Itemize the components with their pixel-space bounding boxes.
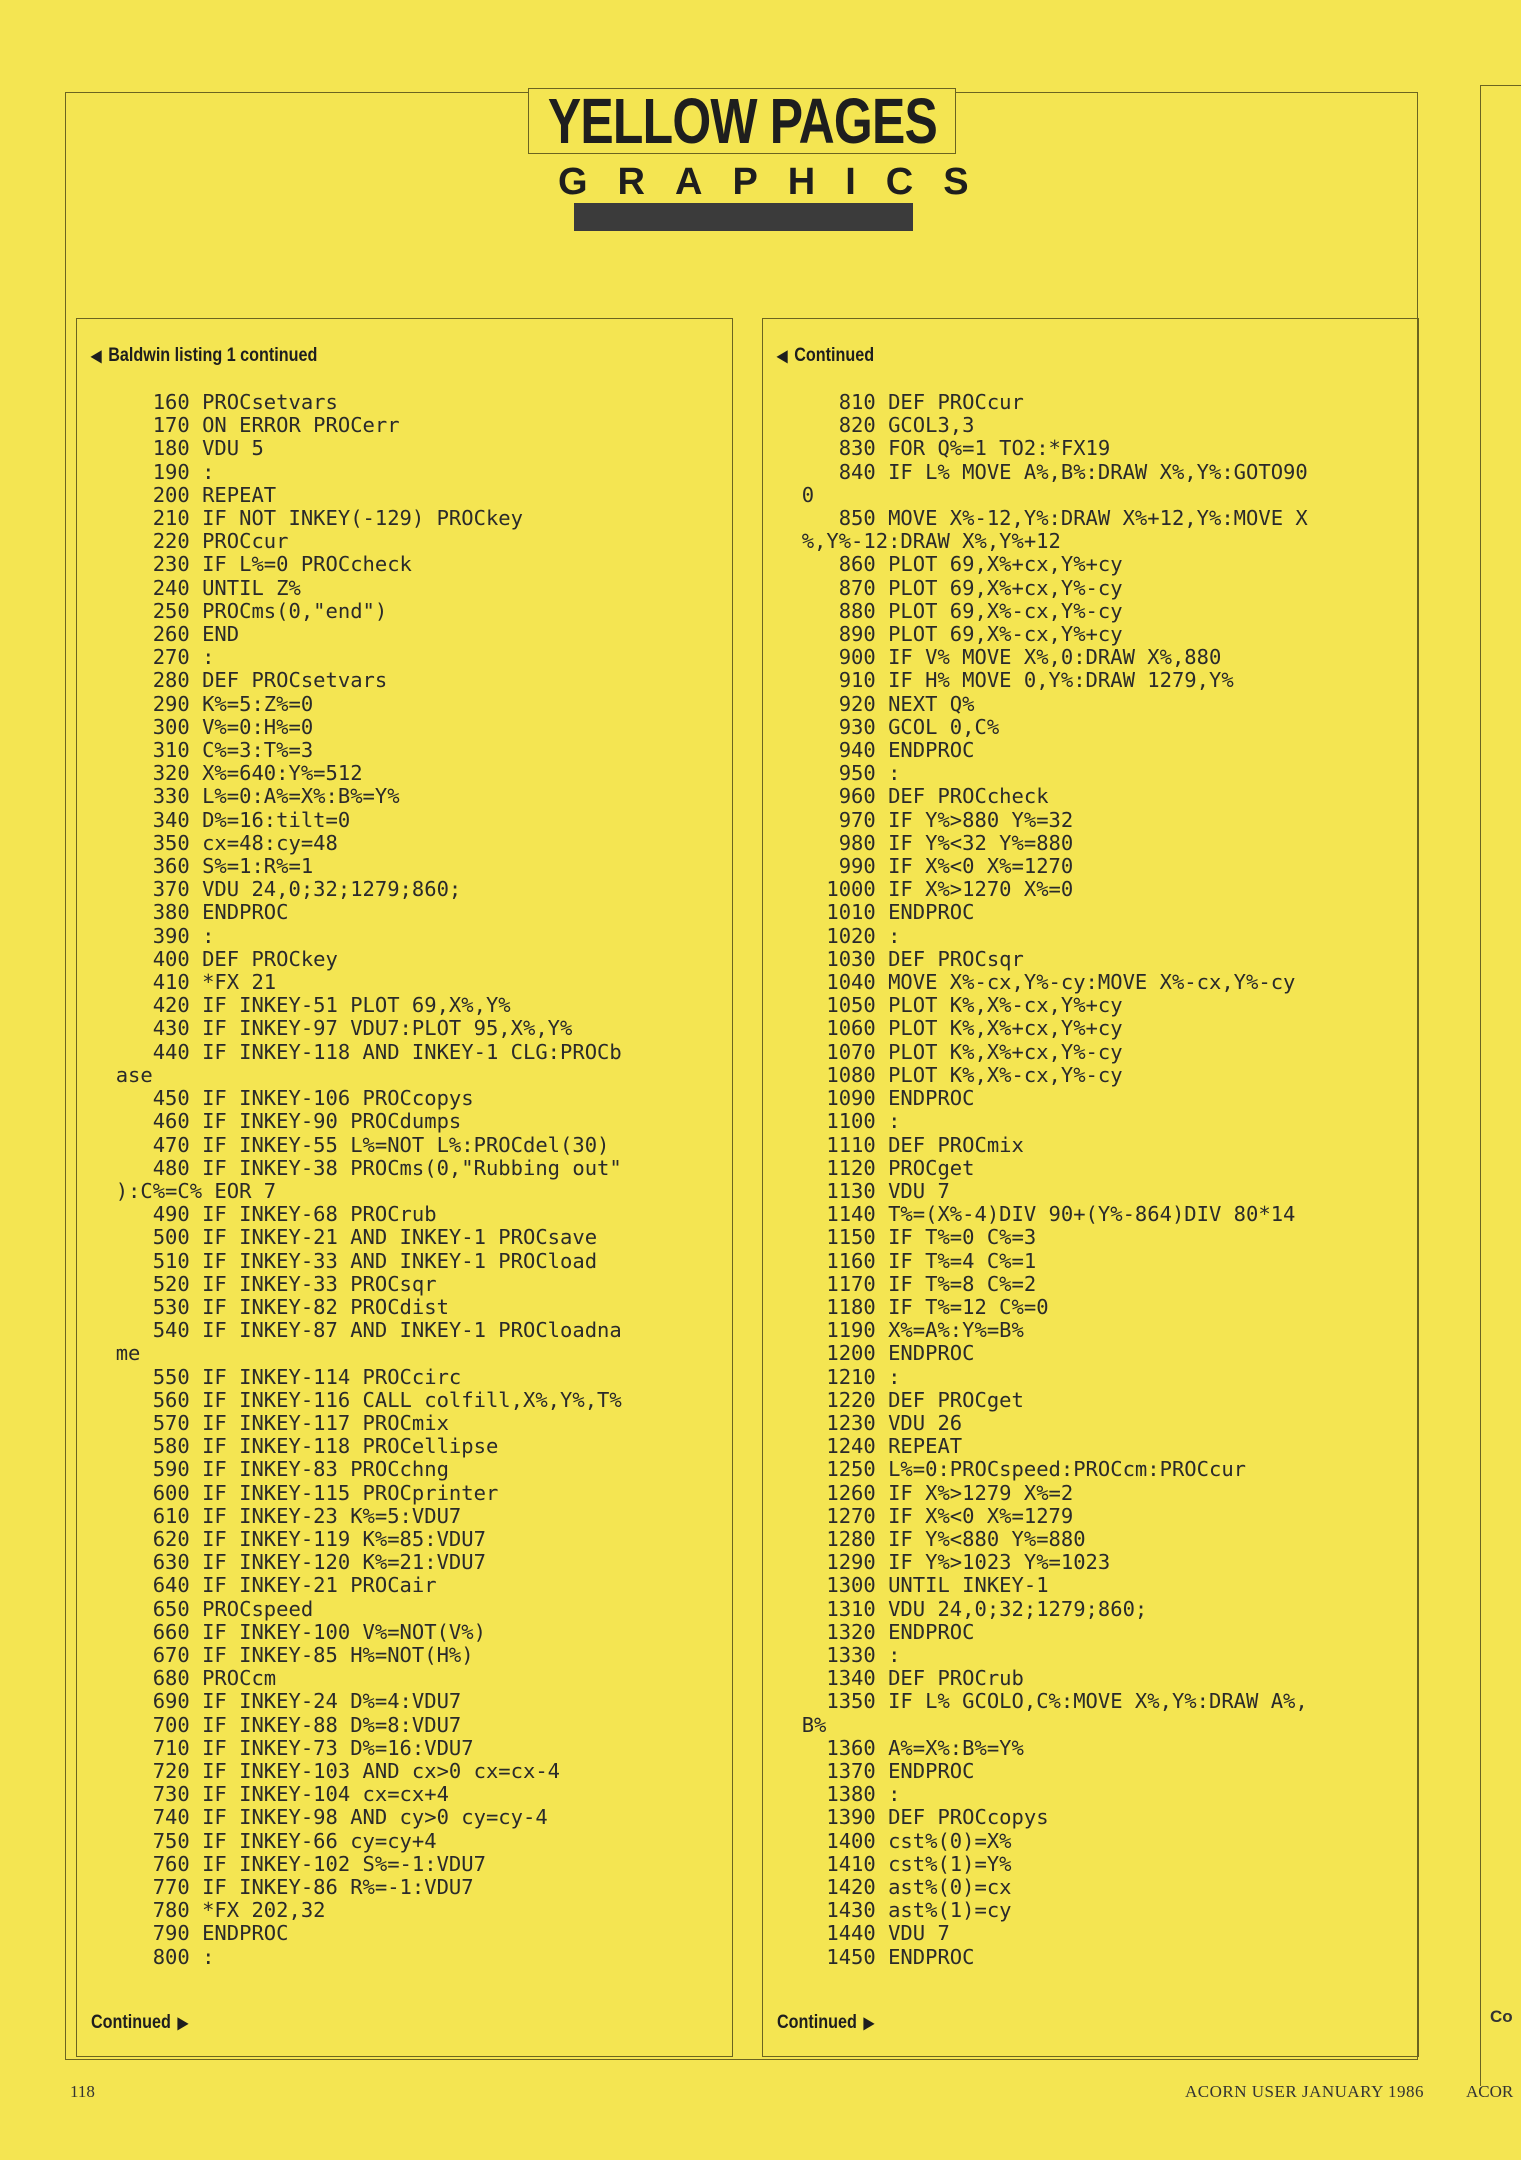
left-code-listing: 160 PROCsetvars 170 ON ERROR PROCerr 180 VDU 5 190 : 200 REPEAT 210 IF NOT INKEY(-129) PROCkey 220 PROCcur 230 IF L%=0 PROCcheck 240 UNTIL Z% 250 PROCms(0,"end") 260 END 270 : 280 DEF PROCsetvars 290 K%=5:Z%=0 300 V%=0:H%=0 310 C%=3:T%=3 320 X%=640:Y%=512 330 L%=0:A%=X%:B%=Y% 340 D%=16:tilt=0 350 cx=48:cy=48 360 S%=1:R%=1 370 VDU 24,0;32;1279;860; 380 ENDPROC 390 : 400 DEF PROCkey 410 *FX 21 420 IF INKEY-51 PLOT 69,X%,Y% 430 IF INKEY-97 VDU7:PLOT 95,X%,Y% 440 IF INKEY-118 AND INKEY-1 CLG:PROCb ase 450 IF INKEY-106 PROCcopys 460 IF INKEY-90 PROCdumps 470 IF INKEY-55 L%=NOT L%:PROCdel(30) 480 IF INKEY-38 PROCms(0,"Rubbing out" ):C%=C% EOR 7 490 IF INKEY-68 PROCrub 500 IF INKEY-21 AND INKEY-1 PROCsave 510 IF INKEY-33 AND INKEY-1 PROCload 520 IF INKEY-33 PROCsqr 530 IF INKEY-82 PROCdist 540 IF INKEY-87 AND INKEY-1 PROCloadna me 550 IF INKEY-114 PROCcirc 560 IF INKEY-116 CALL colfill,X%,Y%,T% 570 IF INKEY-117 PROCmix 580 IF INKEY-118 PROCellipse 590 IF INKEY-83 PROCchng 600 IF INKEY-115 PROCprinter 610 IF INKEY-23 K%=5:VDU7 620 IF INKEY-119 K%=85:VDU7 630 IF INKEY-120 K%=21:VDU7 640 IF INKEY-21 PROCair 650 PROCspeed 660 IF INKEY-100 V%=NOT(V%) 670 IF INKEY-85 H%=NOT(H%) 680 PROCcm 690 IF INKEY-24 D%=4:VDU7 700 IF INKEY-88 D%=8:VDU7 710 IF INKEY-73 D%=16:VDU7 720 IF INKEY-103 AND cx>0 cx=cx-4 730 IF INKEY-104 cx=cx+4 740 IF INKEY-98 AND cy>0 cy=cy-4 750 IF INKEY-66 cy=cy+4 760 IF INKEY-102 S%=-1:VDU7 770 IF INKEY-86 R%=-1:VDU7 780 *FX 202,32 790 ENDPROC 800 :: [115, 390, 622, 1969]
page-number: 118: [70, 2082, 95, 2101]
page-title: YELLOW PAGES: [547, 85, 937, 157]
magazine-issue: ACORN USER JANUARY 1986: [1185, 2082, 1424, 2101]
left-panel-continued: Continued ▶: [91, 2012, 188, 2034]
adjacent-page-edge: [1480, 85, 1521, 2086]
adjacent-page-continued: Co: [1490, 2007, 1513, 2026]
left-panel-heading: ◀ Baldwin listing 1 continued: [91, 345, 317, 367]
adjacent-page-folio: ACOR: [1466, 2082, 1514, 2101]
left-listing-panel: [76, 318, 733, 2057]
section-subtitle: GRAPHICS: [558, 161, 999, 203]
header-bar: [574, 203, 913, 231]
section-header: [528, 85, 999, 204]
right-panel-heading: ◀ Continued: [777, 345, 874, 367]
title-box: [528, 85, 956, 157]
right-listing-panel: [762, 318, 1419, 2057]
right-code-listing: 810 DEF PROCcur 820 GCOL3,3 830 FOR Q%=1 TO2:*FX19 840 IF L% MOVE A%,B%:DRAW X%,Y%:GOTO90 0 850 MOVE X%-12,Y%:DRAW X%+12,Y%:MOVE X %,Y%-12:DRAW X%,Y%+12 860 PLOT 69,X%+cx,Y%+cy 870 PLOT 69,X%+cx,Y%-cy 880 PLOT 69,X%-cx,Y%-cy 890 PLOT 69,X%-cx,Y%+cy 900 IF V% MOVE X%,0:DRAW X%,880 910 IF H% MOVE 0,Y%:DRAW 1279,Y% 920 NEXT Q% 930 GCOL 0,C% 940 ENDPROC 950 : 960 DEF PROCcheck 970 IF Y%>880 Y%=32 980 IF Y%<32 Y%=880 990 IF X%<0 X%=1270 1000 IF X%>1270 X%=0 1010 ENDPROC 1020 : 1030 DEF PROCsqr 1040 MOVE X%-cx,Y%-cy:MOVE X%-cx,Y%-cy 1050 PLOT K%,X%-cx,Y%+cy 1060 PLOT K%,X%+cx,Y%+cy 1070 PLOT K%,X%+cx,Y%-cy 1080 PLOT K%,X%-cx,Y%-cy 1090 ENDPROC 1100 : 1110 DEF PROCmix 1120 PROCget 1130 VDU 7 1140 T%=(X%-4)DIV 90+(Y%-864)DIV 80*14 1150 IF T%=0 C%=3 1160 IF T%=4 C%=1 1170 IF T%=8 C%=2 1180 IF T%=12 C%=0 1190 X%=A%:Y%=B% 1200 ENDPROC 1210 : 1220 DEF PROCget 1230 VDU 26 1240 REPEAT 1250 L%=0:PROCspeed:PROCcm:PROCcur 1260 IF X%>1279 X%=2 1270 IF X%<0 X%=1279 1280 IF Y%<880 Y%=880 1290 IF Y%>1023 Y%=1023 1300 UNTIL INKEY-1 1310 VDU 24,0;32;1279;860; 1320 ENDPROC 1330 : 1340 DEF PROCrub 1350 IF L% GCOLO,C%:MOVE X%,Y%:DRAW A%, B% 1360 A%=X%:B%=Y% 1370 ENDPROC 1380 : 1390 DEF PROCcopys 1400 cst%(0)=X% 1410 cst%(1)=Y% 1420 ast%(0)=cx 1430 ast%(1)=cy 1440 VDU 7 1450 ENDPROC: [801, 390, 1308, 1969]
right-panel-continued: Continued ▶: [777, 2012, 874, 2034]
